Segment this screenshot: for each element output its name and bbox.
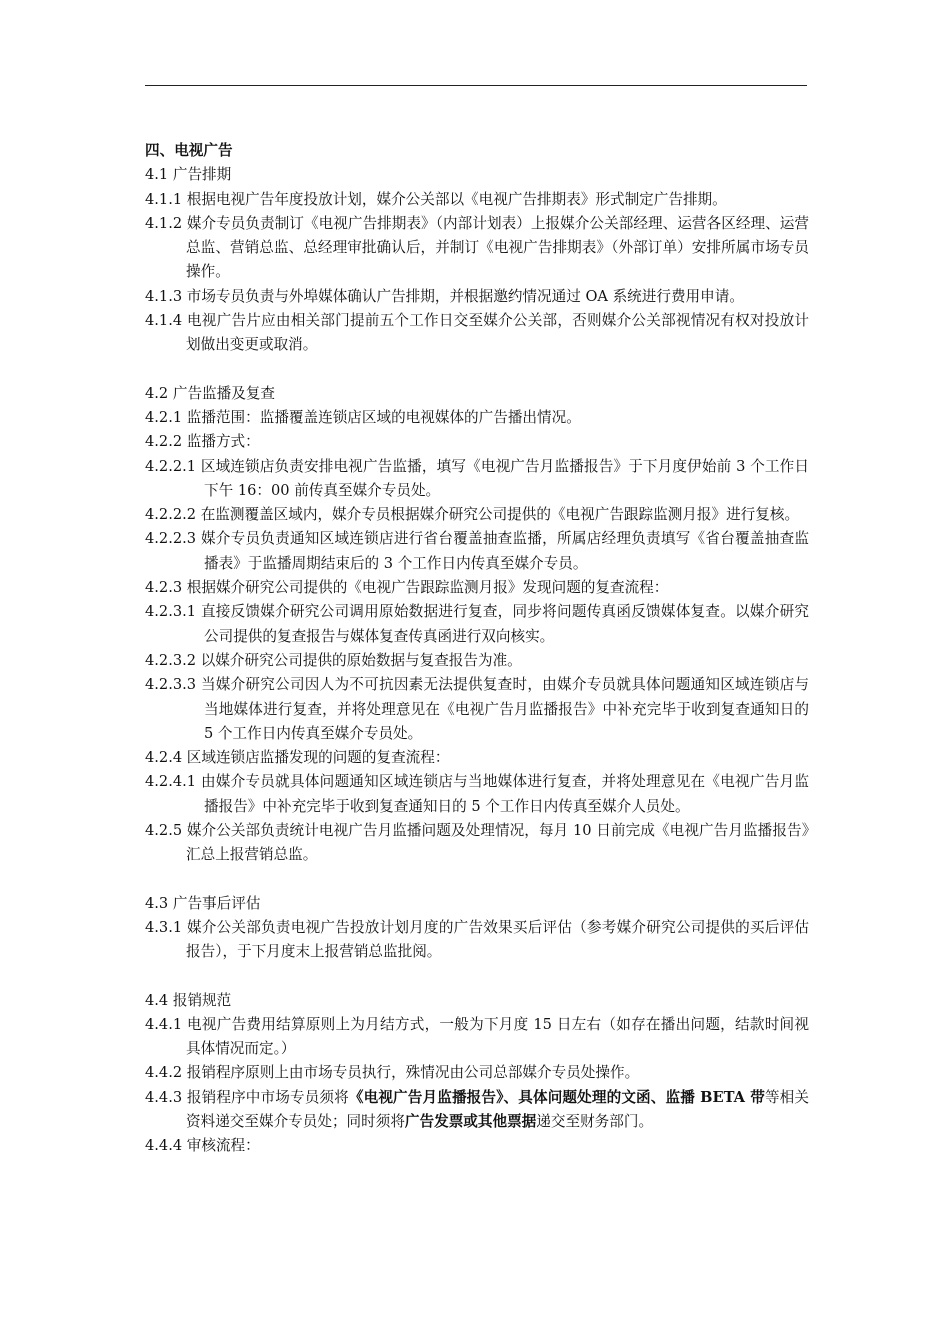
para-4-1-1: 4.1.1 根据电视广告年度投放计划，媒介公关部以《电视广告排期表》形式制定广告排期。	[145, 190, 727, 208]
para-4-4-3-part-a: 4.4.3 报销程序中市场专员须将	[145, 1088, 349, 1106]
spacer	[145, 965, 809, 989]
document-body	[145, 139, 809, 1159]
heading-4-2: 4.2 广告监播及复查	[145, 384, 276, 402]
para-4-2-2-2: 4.2.2.2 在监测覆盖区域内，媒介专员根据媒介研究公司提供的《电视广告跟踪监测月报》进行复核。	[145, 506, 800, 524]
para-4-2-2: 4.2.2 监播方式：	[145, 433, 260, 451]
para-4-3-1: 4.3.1 媒介公关部负责电视广告投放计划月度的广告效果买后评估（参考媒介研究公司提供的买后评估报告），于下月度末上报营销总监批阅。	[145, 918, 809, 961]
para-4-2-4: 4.2.4 区域连锁店监播发现的问题的复查流程：	[145, 749, 450, 767]
para-4-1-2: 4.1.2 媒介专员负责制订《电视广告排期表》（内部计划表）上报媒介公关部经理、运营各区经理、运营总监、营销总监、总经理审批确认后，并制订《电视广告排期表》（外部订单）安排所属市场专员操作。	[145, 214, 809, 281]
para-4-1-4: 4.1.4 电视广告片应由相关部门提前五个工作日交至媒介公关部，否则媒介公关部视情况有权对投放计划做出变更或取消。	[145, 312, 809, 354]
para-4-2-3: 4.2.3 根据媒介研究公司提供的《电视广告跟踪监测月报》发现问题的复查流程：	[145, 579, 669, 597]
para-4-2-1: 4.2.1 监播范围：监播覆盖连锁店区域的电视媒体的广告播出情况。	[145, 408, 581, 426]
para-4-4-3-part-c: 等相关资料递交至媒介专员处；同时须将	[186, 1088, 809, 1130]
spacer	[145, 868, 809, 892]
para-4-2-5: 4.2.5 媒介公关部负责统计电视广告月监播问题及处理情况，每月 10 日前完成《电视广告月监播报告》汇总上报营销总监。	[145, 822, 809, 864]
para-4-4-1: 4.4.1 电视广告费用结算原则上为月结方式，一般为下月度 15 日左右（如存在播出问题，结款时间视具体情况而定。）	[145, 1015, 809, 1058]
para-4-4-2: 4.4.2 报销程序原则上由市场专员执行，殊情况由公司总部媒介专员处操作。	[145, 1064, 640, 1082]
para-4-2-2-3: 4.2.2.3 媒介专员负责通知区域连锁店进行省台覆盖抽查监播，所属店经理负责填写《省台覆盖抽查监播表》于监播周期结束后的 3 个工作日内传真至媒介专员。	[145, 530, 809, 572]
header-rule	[145, 85, 807, 86]
para-4-4-3-bold-invoices: 广告发票或其他票据	[404, 1112, 537, 1130]
heading-4-4: 4.4 报销规范	[145, 991, 232, 1009]
heading-4-3: 4.3 广告事后评估	[145, 894, 261, 912]
para-4-2-4-1: 4.2.4.1 由媒介专员就具体问题通知区域连锁店与当地媒体进行复查，并将处理意见在《电视广告月监播报告》中补充完毕于收到复查通知日的 5 个工作日内传真至媒介人员处。	[145, 773, 809, 815]
para-4-4-4: 4.4.4 审核流程：	[145, 1137, 260, 1155]
spacer	[145, 358, 809, 382]
para-4-2-2-1: 4.2.2.1 区域连锁店负责安排电视广告监播，填写《电视广告月监播报告》于下月度伊始前 3 个工作日下午 16：00 前传真至媒介专员处。	[145, 457, 809, 499]
para-4-4-3-part-e: 递交至财务部门。	[536, 1112, 654, 1130]
para-4-1-3: 4.1.3 市场专员负责与外埠媒体确认广告排期，并根据邀约情况通过 OA 系统进行费用申请。	[145, 287, 744, 305]
para-4-2-3-2: 4.2.3.2 以媒介研究公司提供的原始数据与复查报告为准。	[145, 651, 522, 669]
heading-4-1: 4.1 广告排期	[145, 166, 232, 184]
para-4-2-3-3: 4.2.3.3 当媒介研究公司因人为不可抗因素无法提供复查时，由媒介专员就具体问题通知区域连锁店与当地媒体进行复查，并将处理意见在《电视广告月监播报告》中补充完毕于收到复查通知日的 5 个工作日内传真至媒介专员处。	[145, 676, 809, 742]
para-4-2-3-1: 4.2.3.1 直接反馈媒介研究公司调用原始数据进行复查，同步将问题传真函反馈媒体复查。以媒介研究公司提供的复查报告与媒体复查传真函进行双向核实。	[145, 603, 809, 645]
section-title: 四、电视广告	[145, 142, 233, 159]
para-4-4-3	[145, 1086, 809, 1135]
para-4-4-3-bold-documents: 《电视广告月监播报告》、具体问题处理的文函、监播 BETA 带	[348, 1088, 765, 1106]
